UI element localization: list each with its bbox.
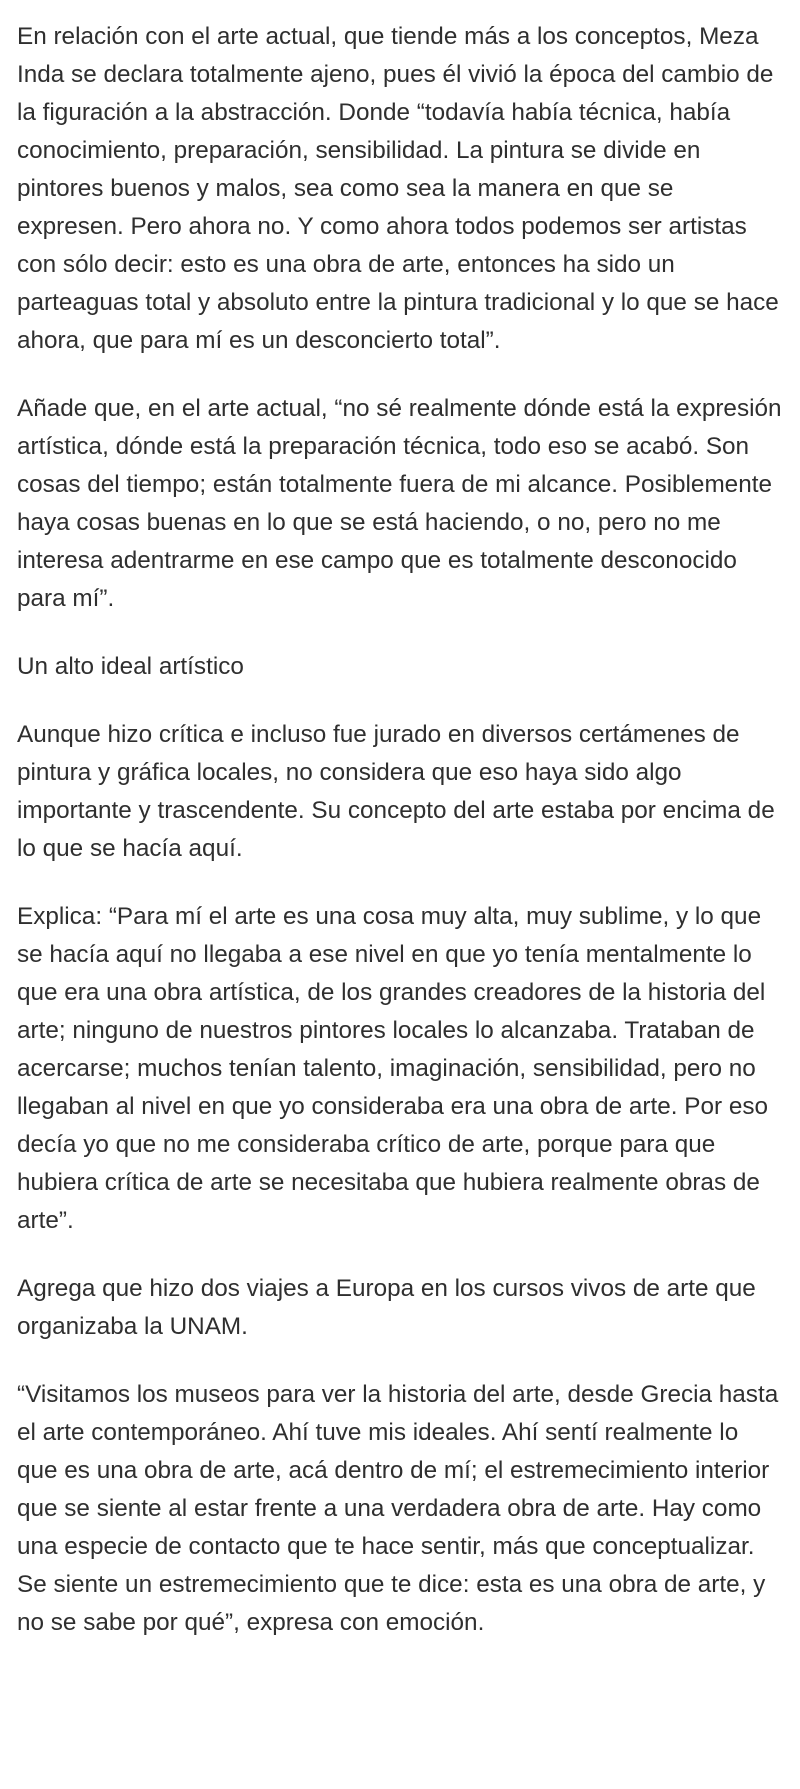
section-subheading: Un alto ideal artístico bbox=[17, 653, 244, 680]
paragraph-expresion-artistica: Añade que, en el arte actual, “no sé realmente dónde está la expresión artística, dónde está la preparación técnica, todo eso se acabó. Son cosas del tiempo; están totalmente fuera de mi alcance. Posiblemente haya cosas buenas en lo que se está haciendo, o no, pero no me interesa adentrarme en ese campo que es totalmente desconocido para mí”. bbox=[17, 395, 782, 612]
paragraph-viajes-europa: Agrega que hizo dos viajes a Europa en los cursos vivos de arte que organizaba la UNAM. bbox=[17, 1275, 756, 1340]
paragraph-critica: Aunque hizo crítica e incluso fue jurado en diversos certámenes de pintura y gráfica locales, no considera que eso haya sido algo importante y trascendente. Su concepto del arte estaba por encima de lo que se hacía aquí. bbox=[17, 721, 775, 862]
paragraph-arte-actual: En relación con el arte actual, que tiende más a los conceptos, Meza Inda se declara totalmente ajeno, pues él vivió la época del cambio de la figuración a la abstracción. Donde “todavía había técnica, había conocimiento, preparación, sensibilidad. La pintura se divide en pintores buenos y malos, sea como sea la manera en que se expresen. Pero ahora no. Y como ahora todos podemos ser artistas con sólo decir: esto es una obra de arte, entonces ha sido un parteaguas total y absoluto entre la pintura tradicional y lo que se hace ahora, que para mí es un desconcierto total”. bbox=[17, 23, 779, 354]
paragraph-museos: “Visitamos los museos para ver la historia del arte, desde Grecia hasta el arte contemporáneo. Ahí tuve mis ideales. Ahí sentí realmente lo que es una obra de arte, acá dentro de mí; el estremecimiento interior que se siente al estar frente a una verdadera obra de arte. Hay como una especie de contacto que te hace sentir, más que conceptualizar. Se siente un estremecimiento que te dice: esta es una obra de arte, y no se sabe por qué”, expresa con emoción. bbox=[17, 1381, 779, 1636]
paragraph-explica: Explica: “Para mí el arte es una cosa muy alta, muy sublime, y lo que se hacía aquí no llegaba a ese nivel en que yo tenía mentalmente lo que era una obra artística, de los grandes creadores de la historia del arte; ninguno de nuestros pintores locales lo alcanzaba. Trataban de acercarse; muchos tenían talento, imaginación, sensibilidad, pero no llegaban al nivel en que yo consideraba era una obra de arte. Por eso decía yo que no me consideraba crítico de arte, porque para que hubiera crítica de arte se necesitaba que hubiera realmente obras de arte”. bbox=[17, 903, 769, 1234]
